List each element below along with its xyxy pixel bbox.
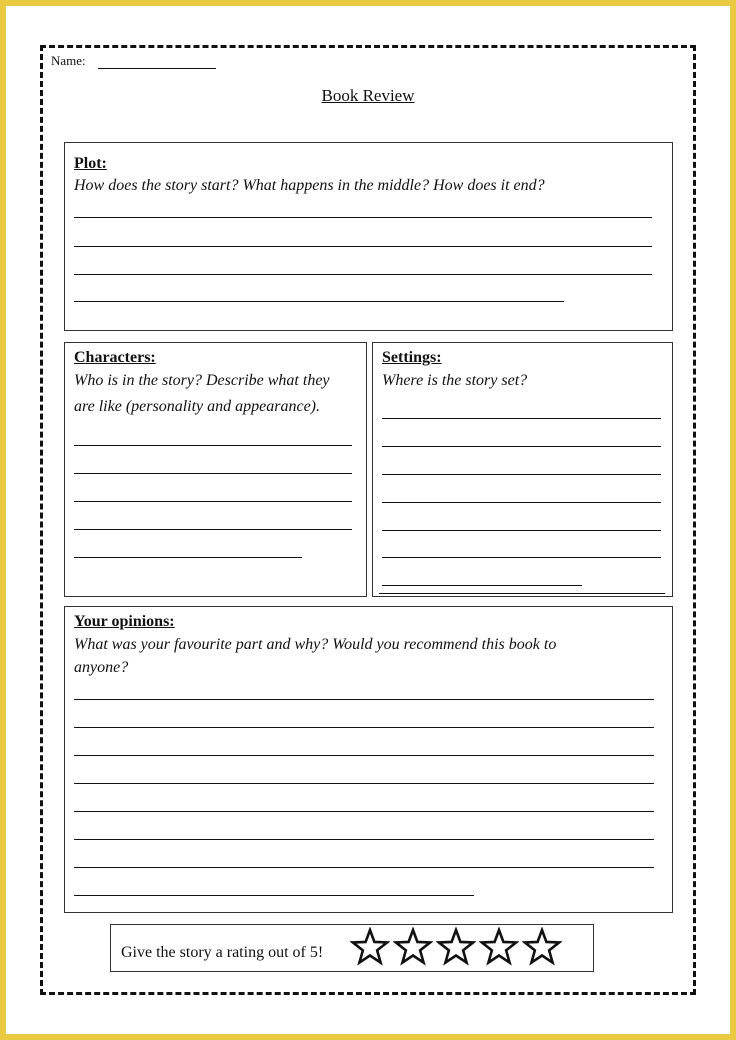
settings-answer-line[interactable] (382, 474, 661, 475)
opinions-answer-line[interactable] (74, 811, 654, 812)
name-field[interactable] (98, 68, 216, 69)
plot-heading: Plot: (74, 155, 107, 172)
opinions-section (64, 606, 673, 913)
star-icon[interactable] (436, 927, 476, 967)
star-rating[interactable] (350, 927, 562, 967)
characters-answer-line[interactable] (74, 557, 302, 558)
opinions-prompt-line2: anyone? (74, 659, 129, 676)
opinions-answer-line[interactable] (74, 755, 654, 756)
settings-answer-line[interactable] (382, 502, 661, 503)
characters-answer-line[interactable] (74, 473, 352, 474)
settings-answer-line[interactable] (382, 418, 661, 419)
name-label: Name: (51, 53, 86, 68)
opinions-answer-line[interactable] (74, 895, 474, 896)
settings-section (372, 342, 673, 597)
characters-section (64, 342, 367, 597)
settings-answer-line[interactable] (382, 446, 661, 447)
characters-heading: Characters: (74, 349, 156, 366)
plot-answer-line[interactable] (74, 274, 652, 275)
plot-prompt: How does the story start? What happens in the middle? How does it end? (74, 177, 545, 194)
characters-answer-line[interactable] (74, 529, 352, 530)
settings-answer-line[interactable] (379, 593, 665, 594)
settings-answer-line[interactable] (382, 585, 582, 586)
opinions-answer-line[interactable] (74, 839, 654, 840)
settings-answer-line[interactable] (382, 557, 661, 558)
opinions-answer-line[interactable] (74, 699, 654, 700)
settings-heading: Settings: (382, 349, 442, 366)
characters-answer-line[interactable] (74, 501, 352, 502)
plot-answer-line[interactable] (74, 217, 652, 218)
star-icon[interactable] (522, 927, 562, 967)
plot-answer-line[interactable] (74, 301, 564, 302)
settings-answer-line[interactable] (382, 530, 661, 531)
opinions-answer-line[interactable] (74, 867, 654, 868)
star-icon[interactable] (393, 927, 433, 967)
rating-label: Give the story a rating out of 5! (121, 944, 324, 961)
characters-prompt-line2: are like (personality and appearance). (74, 398, 321, 415)
star-icon[interactable] (479, 927, 519, 967)
plot-answer-line[interactable] (74, 246, 652, 247)
opinions-prompt-line1: What was your favourite part and why? Would you recommend this book to (74, 636, 557, 653)
rating-box (110, 924, 594, 972)
worksheet-page (6, 6, 730, 1034)
characters-prompt-line1: Who is in the story? Describe what they (74, 372, 330, 389)
characters-answer-line[interactable] (74, 445, 352, 446)
settings-prompt: Where is the story set? (382, 372, 528, 389)
opinions-answer-line[interactable] (74, 727, 654, 728)
plot-section (64, 142, 673, 331)
opinions-heading: Your opinions: (74, 613, 175, 630)
page-title: Book Review (321, 86, 415, 105)
opinions-answer-line[interactable] (74, 783, 654, 784)
star-icon[interactable] (350, 927, 390, 967)
